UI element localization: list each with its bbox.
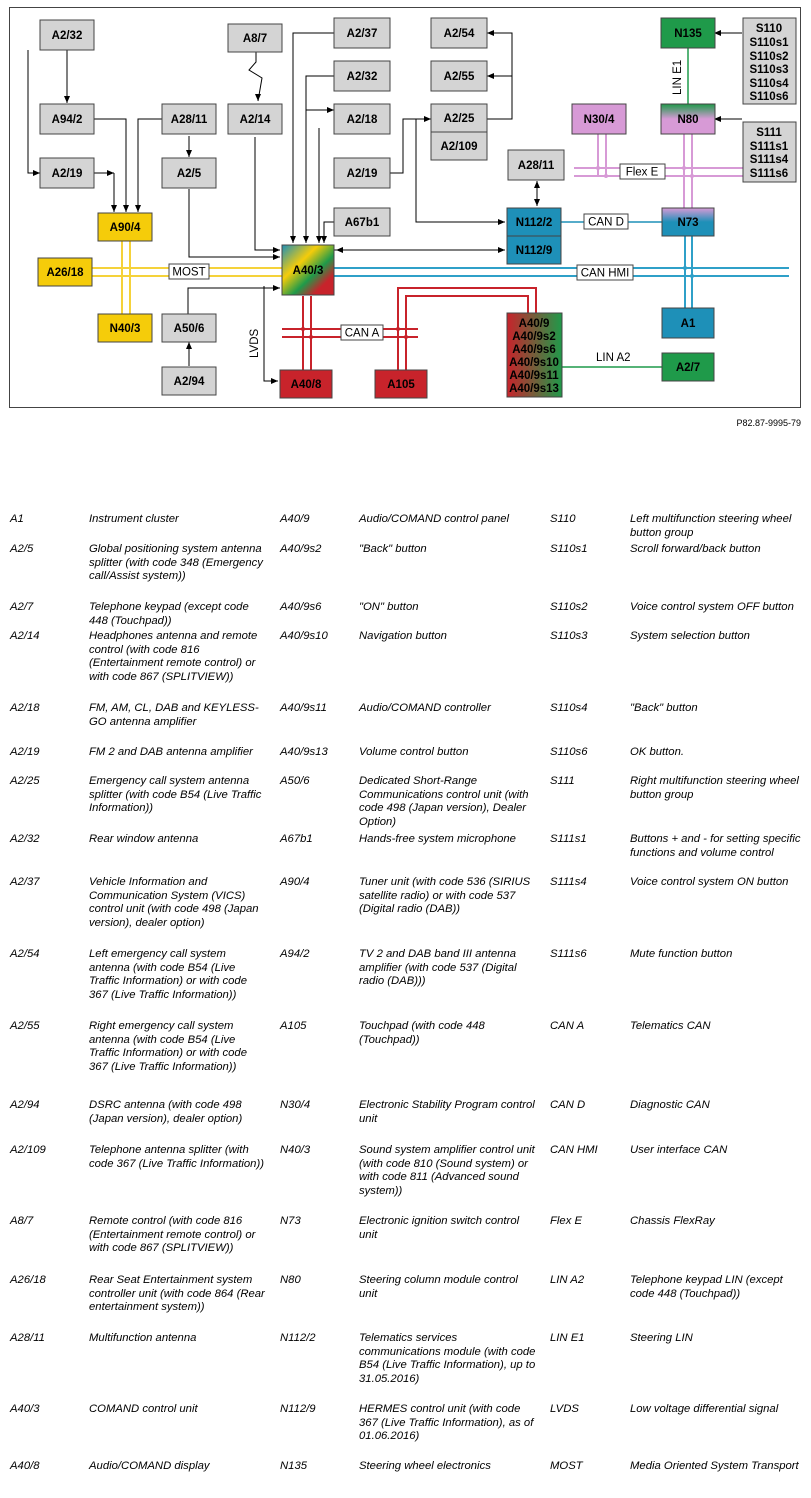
legend-code: N80	[280, 1274, 301, 1286]
svg-text:A2/19: A2/19	[51, 168, 83, 180]
legend-code: N135	[280, 1460, 308, 1472]
legend-code: A2/94	[10, 1099, 40, 1111]
legend-code: A40/9s11	[280, 702, 327, 714]
box-a50-6[interactable]	[162, 314, 216, 342]
legend-description: Scroll forward/back button	[630, 543, 761, 555]
svg-text:A67b1: A67b1	[344, 217, 380, 229]
svg-text:N135: N135	[674, 28, 702, 40]
label-lin-e1: LIN E1	[672, 59, 684, 95]
svg-text:A2/5: A2/5	[176, 168, 202, 180]
svg-text:N73: N73	[677, 217, 699, 229]
legend-code: CAN D	[550, 1099, 586, 1111]
legend-description: Instrument cluster	[89, 513, 179, 525]
legend-description: TV 2 and DAB band III antenna amplifier (with code 537 (Digital radio (DAB)))	[359, 948, 517, 988]
legend-description: COMAND control unit	[89, 1403, 198, 1415]
box-a90-4[interactable]	[98, 213, 152, 241]
legend-code: A2/19	[10, 746, 40, 758]
legend-code: A2/18	[10, 702, 40, 714]
legend-code: N112/9	[280, 1403, 316, 1415]
legend-code: N73	[280, 1215, 301, 1227]
legend-code: A90/4	[280, 876, 310, 888]
box-a67b1[interactable]	[334, 208, 390, 236]
legend-code: A40/9s6	[280, 601, 322, 613]
svg-text:A2/109: A2/109	[440, 141, 478, 153]
svg-text:N80: N80	[677, 114, 699, 126]
box-n135[interactable]	[661, 18, 715, 48]
legend-code: A40/9	[280, 513, 310, 525]
box-a2-18[interactable]	[334, 104, 390, 134]
label-most: MOST	[172, 266, 206, 279]
legend-description: "ON" button	[359, 601, 419, 613]
legend-description: HERMES control unit (with code 367 (Live Traffic Information), as of 01.06.2016)	[359, 1403, 534, 1443]
legend-description: Tuner unit (with code 536 (SIRIUS satellite radio) or with code 537 (Digital radio (DAB))	[359, 876, 531, 916]
box-n73[interactable]	[662, 208, 714, 236]
legend-description: Left emergency call system antenna (with code B54 (Live Traffic Information) or with code 367 (Live Traffic Information))	[89, 948, 248, 1001]
box-a2-25[interactable]	[431, 104, 487, 132]
svg-text:A2/18: A2/18	[346, 114, 378, 126]
legend-code: A105	[280, 1020, 307, 1032]
svg-text:A40/9: A40/9	[518, 318, 550, 330]
legend-description: Telephone keypad (except code 448 (Touchpad))	[89, 601, 249, 627]
box-a40-3[interactable]	[282, 245, 334, 295]
legend-code: MOST	[550, 1460, 583, 1472]
legend-description: Steering LIN	[630, 1332, 693, 1344]
legend-description: Rear window antenna	[89, 833, 199, 845]
legend-code: S110s2	[550, 601, 588, 613]
box-a94-2[interactable]	[40, 104, 94, 134]
svg-text:A40/9s10: A40/9s10	[509, 357, 559, 369]
svg-text:A2/37: A2/37	[346, 28, 378, 40]
svg-text:A90/4: A90/4	[109, 222, 141, 234]
svg-text:A94/2: A94/2	[51, 114, 83, 126]
legend-code: A67b1	[280, 833, 313, 845]
box-a2-14[interactable]	[228, 104, 282, 134]
svg-text:A2/19: A2/19	[346, 168, 378, 180]
svg-text:S110s1: S110s1	[749, 37, 789, 49]
box-n30-4[interactable]	[572, 104, 626, 134]
box-a105[interactable]	[375, 370, 427, 398]
legend-description: Telephone keypad LIN (except code 448 (Touchpad))	[630, 1274, 783, 1300]
svg-text:A2/14: A2/14	[239, 114, 271, 126]
legend-description: Emergency call system antenna splitter (with code B54 (Live Traffic Information))	[89, 775, 262, 815]
svg-text:A40/9s13: A40/9s13	[509, 383, 559, 395]
svg-text:A2/32: A2/32	[346, 71, 378, 83]
legend-code: A2/55	[10, 1020, 40, 1032]
label-flex-e: Flex E	[625, 166, 659, 179]
box-a28-11-left[interactable]	[162, 104, 216, 134]
svg-text:A2/25: A2/25	[443, 113, 475, 125]
legend-description: Volume control button	[359, 746, 469, 758]
legend-code: A26/18	[10, 1274, 46, 1286]
legend-code: S110s3	[550, 630, 588, 642]
legend-description: User interface CAN	[630, 1144, 728, 1156]
box-n112-2[interactable]	[507, 208, 561, 236]
legend-code: A2/54	[10, 948, 40, 960]
legend-description: Sound system amplifier control unit (with code 810 (Sound system) or with code 811 (Advanced sound system))	[359, 1144, 535, 1197]
legend-description: Low voltage differential signal	[630, 1403, 779, 1415]
legend-code: A40/3	[10, 1403, 40, 1415]
legend-code: A2/14	[10, 630, 40, 642]
legend-code: LVDS	[550, 1403, 579, 1415]
svg-text:A2/55: A2/55	[443, 71, 475, 83]
svg-text:A40/9s6: A40/9s6	[512, 344, 556, 356]
legend-code: A40/9s13	[280, 746, 328, 758]
legend-description: Telematics services communications module (with code B54 (Live Traffic Information), up to 31.05.2016)	[359, 1332, 536, 1385]
legend-description: Left multifunction steering wheel button group	[630, 513, 792, 539]
legend-code: N30/4	[280, 1099, 311, 1111]
legend-code: A28/11	[10, 1332, 45, 1344]
label-can-hmi: CAN HMI	[580, 267, 630, 280]
legend-code: A40/9s2	[280, 543, 322, 555]
box-s111[interactable]	[743, 122, 796, 182]
legend-code: A40/8	[10, 1460, 40, 1472]
legend-description: DSRC antenna (with code 498 (Japan version), dealer option)	[89, 1099, 243, 1125]
legend-description: "Back" button	[630, 702, 698, 714]
label-can-a: CAN A	[344, 327, 380, 340]
legend-description: Touchpad (with code 448 (Touchpad))	[359, 1020, 485, 1046]
svg-text:N112/2: N112/2	[515, 217, 553, 229]
legend-description: Diagnostic CAN	[630, 1099, 710, 1111]
box-a2-94[interactable]	[162, 367, 216, 395]
svg-text:A26/18: A26/18	[46, 267, 84, 279]
legend-description: Vehicle Information and Communication System (VICS) control unit (with code 498 (Japan version), dealer option)	[89, 876, 259, 929]
legend-description: Audio/COMAND display	[89, 1460, 210, 1472]
legend-code: LIN E1	[550, 1332, 585, 1344]
box-a8-7[interactable]	[228, 24, 282, 52]
legend-code: A94/2	[280, 948, 310, 960]
legend-code: A2/25	[10, 775, 40, 787]
svg-text:A2/54: A2/54	[443, 28, 475, 40]
legend-description: Mute function button	[630, 948, 733, 960]
legend-code: LIN A2	[550, 1274, 585, 1286]
legend-code: N112/2	[280, 1332, 316, 1344]
legend-code: CAN HMI	[550, 1144, 598, 1156]
legend-description: "Back" button	[359, 543, 427, 555]
legend-code: A40/9s10	[280, 630, 328, 642]
box-a2-32-left[interactable]	[40, 20, 94, 50]
legend-code: S110s4	[550, 702, 588, 714]
legend-code: A2/37	[10, 876, 40, 888]
legend-code: S111s6	[550, 948, 587, 960]
legend-description: Right emergency call system antenna (with code B54 (Live Traffic Information) or with code 367 (Live Traffic Information))	[89, 1020, 248, 1073]
svg-text:A8/7: A8/7	[242, 33, 268, 45]
box-a2-54[interactable]	[431, 18, 487, 48]
svg-text:S110s4: S110s4	[749, 78, 789, 90]
legend-description: System selection button	[630, 630, 750, 642]
svg-text:N30/4: N30/4	[583, 114, 615, 126]
legend-code: A50/6	[280, 775, 310, 787]
legend-description: Telephone antenna splitter (with code 367 (Live Traffic Information))	[89, 1144, 264, 1170]
legend-code: A2/7	[10, 601, 34, 613]
legend-description: Steering wheel electronics	[359, 1460, 491, 1472]
box-a40-8[interactable]	[280, 370, 332, 398]
legend-code: S110s1	[550, 543, 588, 555]
legend-code: CAN A	[550, 1020, 585, 1032]
legend-code: A2/5	[10, 543, 34, 555]
legend-code: S110	[550, 513, 576, 525]
box-a2-37[interactable]	[334, 18, 390, 48]
svg-text:N112/9: N112/9	[515, 245, 553, 257]
svg-text:S111: S111	[756, 127, 782, 139]
figure-reference: P82.87-9995-79	[736, 418, 801, 428]
legend-description: Voice control system OFF button	[630, 601, 794, 613]
box-a40-9[interactable]	[507, 313, 562, 397]
box-a2-19-mid[interactable]	[334, 158, 390, 188]
svg-text:N40/3: N40/3	[109, 323, 141, 335]
legend-code: S111s4	[550, 876, 587, 888]
legend-description: Audio/COMAND control panel	[359, 513, 510, 525]
box-a2-109[interactable]	[431, 132, 487, 160]
svg-text:S110: S110	[755, 23, 783, 35]
svg-text:A40/9s11: A40/9s11	[509, 370, 559, 382]
legend-description: Hands-free system microphone	[359, 833, 516, 845]
legend-description: FM, AM, CL, DAB and KEYLESS-GO antenna amplifier	[89, 702, 259, 728]
legend-code: S111s1	[550, 833, 587, 845]
box-a2-32-mid[interactable]	[334, 61, 390, 91]
legend-description: Voice control system ON button	[630, 876, 789, 888]
legend-code: S110s6	[550, 746, 588, 758]
legend-description: Steering column module control unit	[359, 1274, 518, 1300]
legend-code: A8/7	[10, 1215, 34, 1227]
box-s110[interactable]	[743, 18, 796, 104]
network-diagram	[0, 0, 811, 412]
svg-text:A2/94: A2/94	[173, 376, 205, 388]
legend-code: A1	[10, 513, 24, 525]
box-a2-19-left[interactable]	[40, 158, 94, 188]
svg-text:S110s3: S110s3	[749, 64, 789, 76]
svg-text:A40/3: A40/3	[292, 265, 324, 277]
legend-code: A2/32	[10, 833, 40, 845]
box-a26-18[interactable]	[38, 258, 92, 286]
legend-description: Electronic ignition switch control unit	[359, 1215, 520, 1241]
svg-text:S111s6: S111s6	[749, 168, 789, 180]
legend-description: Buttons + and - for setting specific functions and volume control	[630, 833, 801, 859]
svg-text:S111s1: S111s1	[749, 141, 789, 153]
legend-description: Rear Seat Entertainment system controller unit (with code 864 (Rear entertainment system))	[89, 1274, 265, 1314]
legend-description: Right multifunction steering wheel button group	[630, 775, 799, 801]
legend-description: Telematics CAN	[630, 1020, 711, 1032]
box-a2-5[interactable]	[162, 158, 216, 188]
box-a28-11-right[interactable]	[508, 150, 564, 180]
legend-description: Headphones antenna and remote control (with code 816 (Entertainment remote control) or with code 867 (SPLITVIEW))	[89, 630, 258, 683]
svg-text:S111s4: S111s4	[749, 154, 789, 166]
legend-description: Multifunction antenna	[89, 1332, 197, 1344]
svg-text:A28/11: A28/11	[517, 160, 555, 172]
legend-description: OK button.	[630, 746, 685, 758]
svg-text:A28/11: A28/11	[170, 114, 208, 126]
box-a1[interactable]	[662, 308, 714, 338]
legend-code: A2/109	[10, 1144, 46, 1156]
legend-description: Media Oriented System Transport	[630, 1460, 799, 1472]
legend-description: Dedicated Short-Range Communications control unit (with code 498 (Japan version), Dealer Option)	[359, 775, 529, 828]
svg-text:S110s6: S110s6	[749, 91, 789, 103]
svg-text:A40/8: A40/8	[290, 379, 322, 391]
legend-description: Electronic Stability Program control unit	[359, 1099, 535, 1125]
box-a2-55[interactable]	[431, 61, 487, 91]
legend-description: Global positioning system antenna splitter (with code 348 (Emergency call/Assist system))	[89, 543, 263, 583]
box-a2-7[interactable]	[662, 353, 714, 381]
label-lin-a2: LIN A2	[596, 352, 631, 364]
svg-text:A2/32: A2/32	[51, 30, 83, 42]
svg-text:A40/9s2: A40/9s2	[512, 331, 556, 343]
label-can-d: CAN D	[588, 216, 624, 229]
legend-code: Flex E	[550, 1215, 583, 1227]
svg-text:A2/7: A2/7	[675, 362, 701, 374]
legend-code: S111	[550, 775, 575, 787]
label-lvds: LVDS	[249, 328, 261, 358]
legend-description: Chassis FlexRay	[630, 1215, 715, 1227]
legend-code: N40/3	[280, 1144, 311, 1156]
legend-description: Audio/COMAND controller	[359, 702, 491, 714]
box-n112-9[interactable]	[507, 236, 561, 264]
box-n80[interactable]	[661, 104, 715, 134]
svg-text:S110s2: S110s2	[749, 51, 789, 63]
svg-text:A50/6: A50/6	[173, 323, 205, 335]
legend-description: Navigation button	[359, 630, 447, 642]
box-n40-3[interactable]	[98, 314, 152, 342]
svg-text:A105: A105	[387, 379, 415, 391]
svg-text:A1: A1	[680, 318, 696, 330]
legend-description: FM 2 and DAB antenna amplifier	[89, 746, 253, 758]
legend-description: Remote control (with code 816 (Entertainment remote control) or with code 867 (SPLITVIEW))	[89, 1215, 256, 1255]
